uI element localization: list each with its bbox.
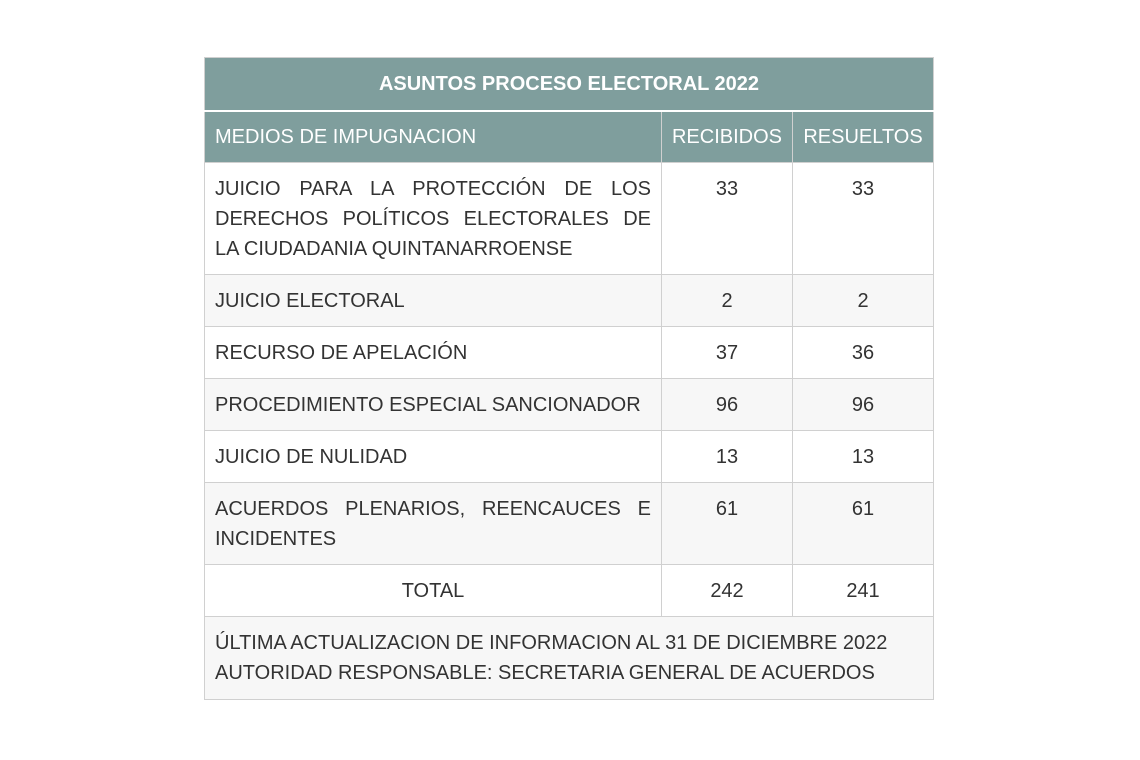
row-recibidos: 13	[662, 431, 793, 483]
row-label: JUICIO PARA LA PROTECCIÓN DE LOS DERECHOS POLÍTICOS ELECTORALES DE LA CIUDADANIA QUINTANARROENSE	[205, 163, 662, 275]
row-label: RECURSO DE APELACIÓN	[205, 327, 662, 379]
table-title: ASUNTOS PROCESO ELECTORAL 2022	[205, 58, 934, 112]
table-row	[205, 275, 934, 327]
row-resueltos: 36	[793, 327, 934, 379]
table-footer	[205, 617, 934, 700]
row-recibidos: 33	[662, 163, 793, 275]
row-label: JUICIO ELECTORAL	[205, 275, 662, 327]
row-resueltos: 13	[793, 431, 934, 483]
table-row	[205, 379, 934, 431]
row-label: PROCEDIMIENTO ESPECIAL SANCIONADOR	[205, 379, 662, 431]
table-row	[205, 483, 934, 565]
row-label: ACUERDOS PLENARIOS, REENCAUCES E INCIDENTES	[205, 483, 662, 565]
row-recibidos: 37	[662, 327, 793, 379]
row-resueltos: 2	[793, 275, 934, 327]
row-recibidos: 61	[662, 483, 793, 565]
table-row	[205, 163, 934, 275]
responsible-authority: AUTORIDAD RESPONSABLE: SECRETARIA GENERAL DE ACUERDOS	[215, 662, 875, 684]
total-row	[205, 565, 934, 617]
column-header-recibidos: RECIBIDOS	[662, 111, 793, 163]
row-resueltos: 96	[793, 379, 934, 431]
row-label: JUICIO DE NULIDAD	[205, 431, 662, 483]
table-header-row	[205, 111, 934, 163]
row-recibidos: 2	[662, 275, 793, 327]
total-recibidos: 242	[662, 565, 793, 617]
table-footer-row	[205, 617, 934, 700]
column-header-medios: MEDIOS DE IMPUGNACION	[205, 111, 662, 163]
total-label: TOTAL	[205, 565, 662, 617]
row-resueltos: 33	[793, 163, 934, 275]
table-row	[205, 327, 934, 379]
total-resueltos: 241	[793, 565, 934, 617]
table-title-row	[205, 58, 934, 112]
update-note: ÚLTIMA ACTUALIZACION DE INFORMACION AL 31 DE DICIEMBRE 2022	[215, 632, 888, 654]
table-row	[205, 431, 934, 483]
column-header-resueltos: RESUELTOS	[793, 111, 934, 163]
row-resueltos: 61	[793, 483, 934, 565]
electoral-matters-table-container	[204, 57, 933, 700]
row-recibidos: 96	[662, 379, 793, 431]
electoral-matters-table	[204, 57, 934, 700]
